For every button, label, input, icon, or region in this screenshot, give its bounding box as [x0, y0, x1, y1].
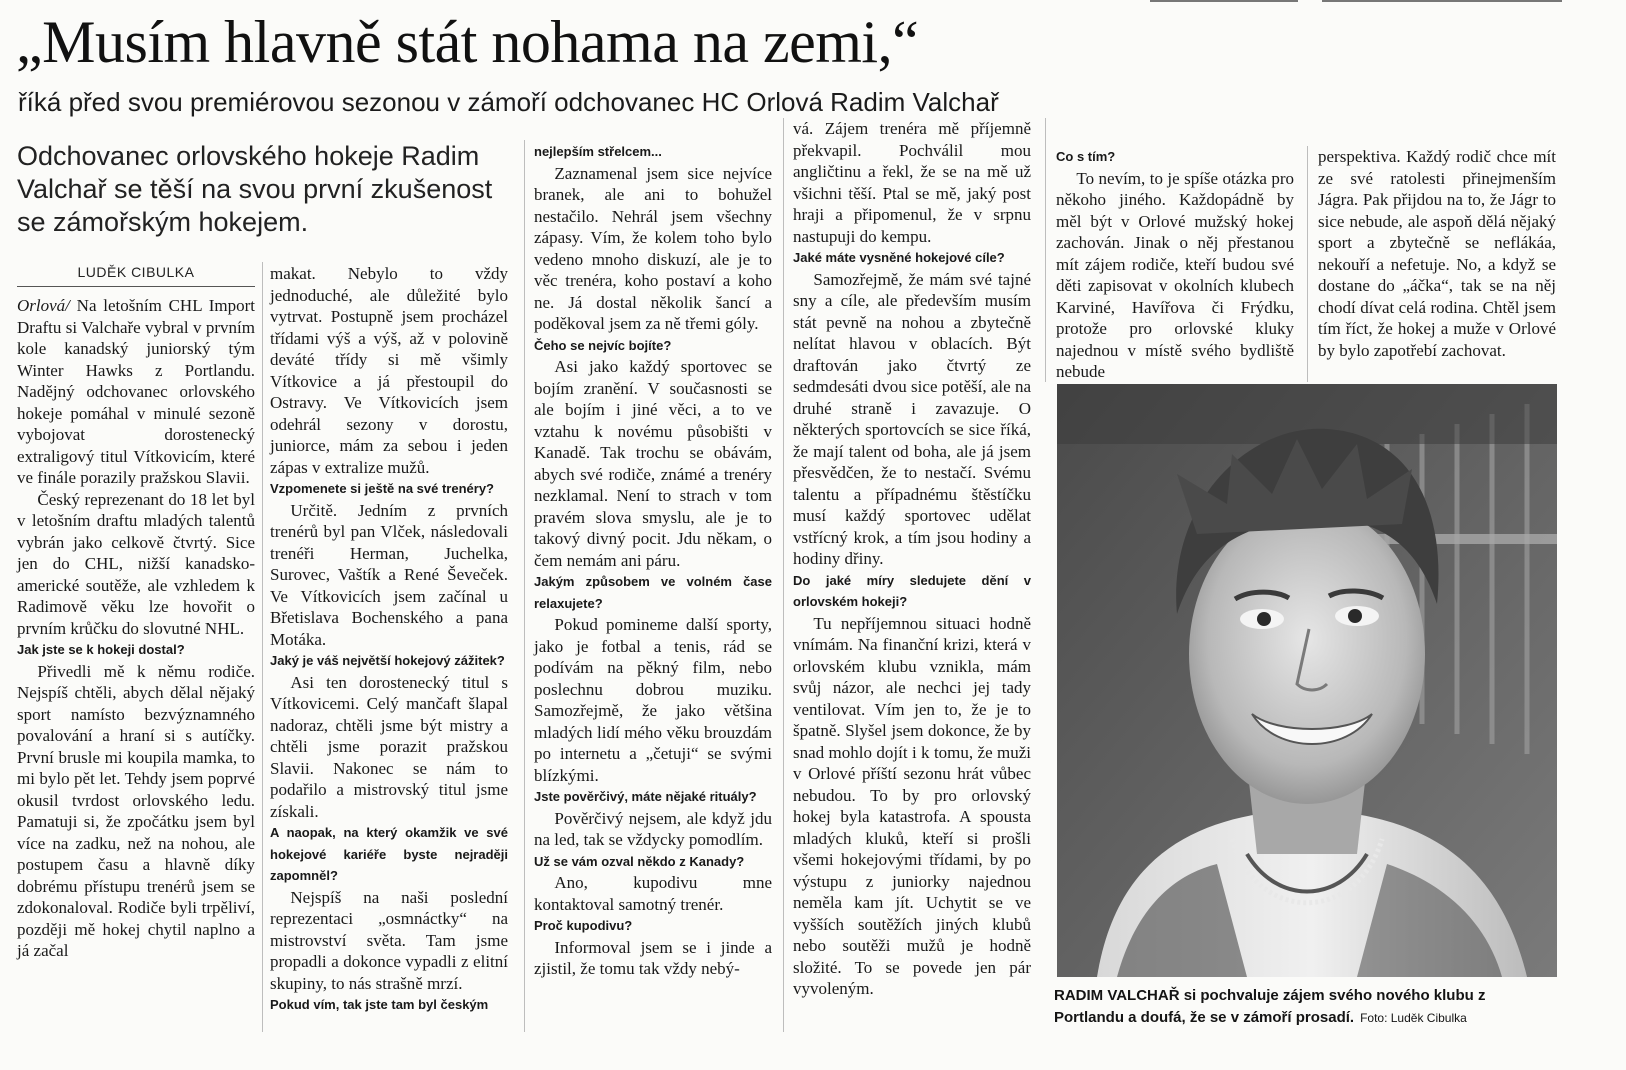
- interview-question: A naopak, na který okamžik ve své hokejové kariéře byste nejraději zapomněl?: [270, 825, 508, 883]
- caption-name: RADIM VALCHAŘ: [1054, 987, 1180, 1004]
- paragraph: Český reprezenant do 18 let byl v letošním draftu mladých talentů vybrán jako celkově čtvrtý. Sice jen do CHL, nižší kanadsko-americké soutěže, ale vzhledem k Radimově věku lze hovořit o prvním krůčku do slovutné NHL.: [17, 489, 255, 638]
- photo-credit: Foto: Luděk Cibulka: [1360, 1011, 1467, 1025]
- interview-question: Jak jste se k hokeji dostal?: [17, 642, 185, 657]
- paragraph: Tu nepříjemnou situaci hodně vnímám. Na finanční krizi, která v orlovském klubu vznikla, mám svůj názor, ale nechci jej tady ventilovat. Vím jen to, že je to špatně. Slyšel jsem dokonce, že by snad mohlo dojít i k tomu, že muži v Orlové příští sezonu hrát vůbec nebudou. To by pro orlovský hokej byla katastrofa. A spousta mladých kluků, kteří si prošli všemi hokejovými třídami, by po výstupu z juniorky najednou neměla kam jít. Uchytit se ve vyšších soutěžích jiných klubů nebo soutěži mužů je hodně složité. To se povede jen pár vyvoleným.: [793, 613, 1031, 998]
- caption-text: si pochvaluje zájem svého nového klubu z Portlandu a doufá, že se v zámoří prosadí.: [1054, 987, 1486, 1026]
- top-rule-right: [1322, 0, 1562, 2]
- interview-question: Co s tím?: [1056, 149, 1116, 164]
- paragraph: Nejspíš na naši poslední reprezentaci „osmnáctky“ na mistrovství světa. Tam jsme propadli a dokonce vypadli z elitní skupiny, to nás strašně mrzí.: [270, 887, 508, 993]
- column-divider: [524, 140, 525, 1032]
- lead-paragraph: Odchovanec orlovského hokeje Radim Valchař se těší na svou první zkušenost se zámořským hokejem.: [17, 141, 493, 237]
- paragraph: Samozřejmě, že mám své tajné sny a cíle, ale především musím stát pevně na nohou a zbytečně nelítat hlavou v oblacích. Být draftován jako čtvrtý ze sedmdesáti dvou sice potěší, ale na druhé straně i zavazuje. O některých sportovcích se sice říká, že mají talent od boha, ale já jsem přesvědčen, že to nestačí. Svému talentu a případnému štěstíčku musí každý sportovec udělat vstřícný krok, a tím jsou hodiny a hodiny dřiny.: [793, 269, 1031, 568]
- paragraph: vá. Zájem trenéra mě příjemně překvapil. Pochválil mou angličtinu a řekl, že se na mě už všichni těší. Ptal se mě, jaký post hraji a připomenul, že v srpnu nastupuji do kempu.: [793, 119, 1031, 246]
- column-divider: [262, 262, 263, 1032]
- paragraph-text: Na letošním CHL Import Draftu si Valchaře vybral v prvním kole kanadský juniorský tým Winter Hawks z Portlandu. Nadějný odchovanec orlovského hokeje pomáhal v minulé sezoně vybojovat dorostenecký extraligový titul Vítkovicím, které ve finále porazily pražskou Slavii.: [17, 296, 256, 487]
- paragraph: Pokud pomineme další sporty, jako je fotbal a tenis, rád se podívám na pěkný film, nebo poslechnu dobrou muziku. Samozřejmě, že jako většina mladých lidí mého věku brouzdám po internetu a „četuji“ se svými blízkými.: [534, 615, 772, 785]
- photo-caption: [1054, 985, 1559, 1029]
- interview-question: Už se vám ozval někdo z Kanady?: [534, 853, 745, 869]
- paragraph: Určitě. Jedním z prvních trenérů byl pan Vlček, následovali trenéři Herman, Juchelka, Surovec, Vaštík a René Ševeček. Ve Vítkovicích jsem začínal u Břetislava Bochenského a pana Motáka.: [270, 500, 508, 649]
- paragraph: [17, 295, 255, 489]
- paragraph: Asi ten dorostenecký titul s Vítkovicemi. Celý mančaft šlapal nadoraz, chtěli jsme být mistry a chtěli jsme porazit pražskou Slavii. Nakonec se nám to podařilo a mistrovský titul jsme získali.: [270, 672, 508, 821]
- dateline-place: Orlová/: [17, 296, 70, 315]
- article-column-1: [17, 295, 255, 962]
- column-divider: [1307, 146, 1308, 382]
- paragraph: Asi jako každý sportovec se bojím zranění. V současnosti se ale bojím i jiné věci, a to ve vztahu k novému působišti v Kanadě. Tak trochu se obávám, abych své rodiče, známé a trenéry nezklamal. Není to strach v tom pravém slova smyslu, ale je to takový divný pocit. Jdu někam, o čem nemám ani páru.: [534, 357, 772, 570]
- interview-question: Čeho se nejvíc bojíte?: [534, 337, 672, 353]
- top-rule-center: [1150, 0, 1298, 2]
- paragraph: Ano, kupodivu mne kontaktoval samotný trenér.: [534, 873, 772, 914]
- portrait-photo: [1057, 384, 1557, 977]
- column-divider: [1045, 118, 1046, 382]
- article-column-2: [270, 263, 508, 1016]
- interview-question: Do jaké míry sledujete dění v orlovském hokeji?: [793, 572, 1031, 609]
- interview-question: Jaké máte vysněné hokejové cíle?: [793, 250, 1005, 265]
- column-divider: [783, 118, 784, 1032]
- paragraph: perspektiva. Každý rodič chce mít ze své ratolesti přinejmenším Jágra. Pak přijdou na to, že Jágr to sice nebude, ale aspoň dělá nějaký sport a zbytečně se neflákáa, nekouří a nefetuje. No, a když se dostane do „áčka“, tak se na něj chodí dívat celá rodina. Chtěl jsem tím říct, že hokej a muže v Orlové by bylo zapotřebí zachovat.: [1318, 147, 1556, 360]
- interview-question: Jste pověrčivý, máte nějaké rituály?: [534, 789, 757, 804]
- interview-question: Jakým způsobem ve volném čase relaxujete?: [534, 574, 772, 611]
- paragraph: Zaznamenal jsem sice nejvíce branek, ale ani to bohužel nestačilo. Nehrál jsem všechny zápasy. Vím, že kolem toho bylo vedeno mnoho diskuzí, ale je to věc trenéra, koho postaví a koho ne. Já dostal několik šancí a poděkoval jsem za ně třemi góly.: [534, 163, 772, 333]
- interview-question: Pokud vím, tak jste tam byl českým: [270, 997, 489, 1012]
- interview-question: Vzpomenete si ještě na své trenéry?: [270, 481, 494, 496]
- subheadline: říká před svou premiérovou sezonou v zámoří odchovanec HC Orlová Radim Valchař: [18, 87, 999, 117]
- interview-question: Jaký je váš největší hokejový zážitek?: [270, 653, 505, 668]
- paragraph: Pověrčivý nejsem, ale když jdu na led, tak se vždycky pomodlím.: [534, 808, 772, 849]
- paragraph: makat. Nebylo to vždy jednoduché, ale důležité bylo vytrvat. Postupně jsem procházel třídami výš a výš, až v polovině deváté třídy si mě všimly Vítkovice a já přestoupil do Ostravy. Ve Vítkovicích jsem odehrál sezony v dorostu, juniorce, mám za sebou i jeden zápas v extralize mužů.: [270, 264, 508, 477]
- interview-question: Proč kupodivu?: [534, 918, 633, 933]
- paragraph: Informoval jsem se i jinde a zjistil, že tomu tak vždy nebý-: [534, 937, 772, 978]
- interview-question: nejlepším střelcem...: [534, 144, 662, 159]
- article-column-5: [1056, 146, 1294, 383]
- headline: „Musím hlavně stát nohama na zemi,“: [16, 9, 919, 75]
- paragraph: Přivedli mě k němu rodiče. Nejspíš chtěli, abych dělal nějaký sport namísto bezvýznamného povalování a hraní si s autíčky. První brusle mi koupila mamka, to mi bylo pět let. Tehdy jsem poprvé okusil tvrdost orlovského ledu. Pamatuji si, že zpočátku jsem byl více na zadku, než na nohou, ale postupem času a hlavně díky dobrému přístupu trenérů jsem se zdokonaloval. Rodiče byli trpěliví, později mě hokej chytil naplno a já začal: [17, 661, 255, 960]
- article-column-6: [1318, 146, 1556, 361]
- paragraph: To nevím, to je spíše otázka pro někoho jiného. Každopádně by měl být v Orlové mužský hokej zachován. Jinak o něj přestanou mít zájem rodiče, kteří budou své děti zapisovat v okolních klubech Karviné, Havířova či Frýdku, protože pro orlovské kluky najednou v místě svého bydliště nebude: [1056, 168, 1294, 381]
- byline: LUDĚK CIBULKA: [17, 264, 255, 287]
- article-column-3: [534, 141, 772, 980]
- article-column-4: [793, 118, 1031, 1000]
